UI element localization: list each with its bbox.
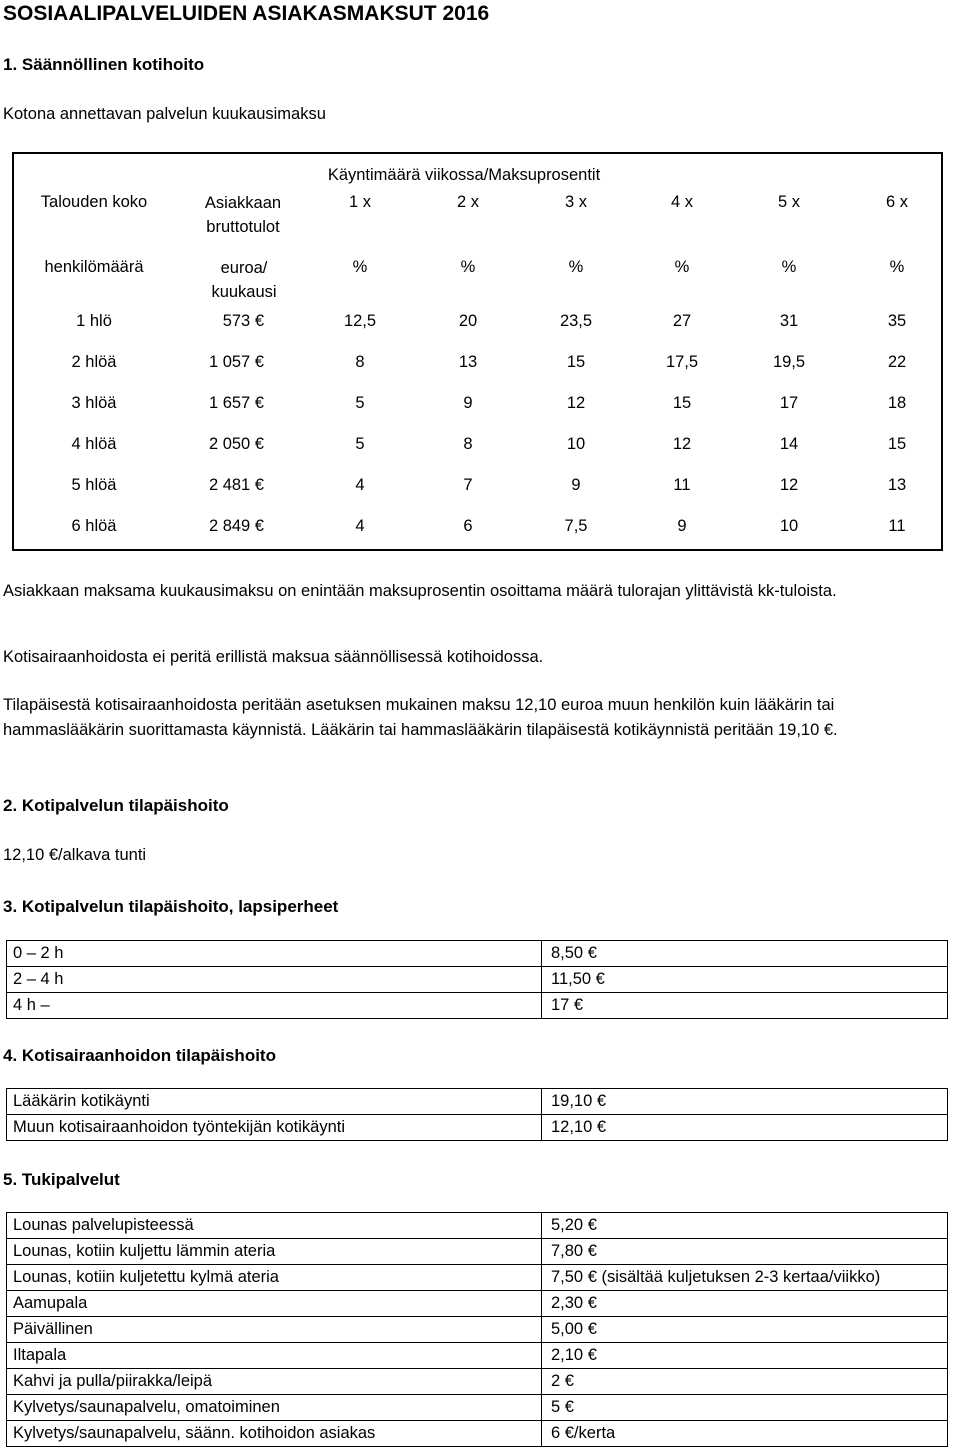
visits-header: Käyntimäärä viikossa/Maksuprosentit: [327, 166, 601, 184]
fee-value: 17 €: [542, 993, 948, 1019]
fee-row: [7, 1089, 948, 1115]
fee-row: [7, 1343, 948, 1369]
pct-cell: 4: [355, 517, 365, 535]
fee-row: [7, 1239, 948, 1265]
visits-col-header: 3 x: [564, 193, 587, 211]
household-cell: 1 hlö: [76, 312, 112, 330]
income-cell: 2 481 €: [208, 476, 264, 494]
fee-label: Päivällinen: [7, 1317, 542, 1343]
pct-cell: 12: [779, 476, 799, 494]
pct-cell: 8: [355, 353, 365, 371]
pct-cell: 11: [888, 517, 906, 535]
visits-col-header: 1 x: [348, 193, 371, 211]
unit-household: henkilömäärä: [44, 258, 144, 276]
household-cell: 3 hlöä: [71, 394, 117, 412]
unit-income: euroa/ kuukausi: [211, 259, 277, 301]
pct-cell: 9: [571, 476, 581, 494]
col-income-header: Asiakkaan bruttotulot: [204, 194, 282, 236]
household-cell: 6 hlöä: [71, 517, 117, 535]
pct-cell: 17,5: [665, 353, 699, 371]
children-fee-table: [6, 940, 948, 1019]
pct-cell: 22: [887, 353, 907, 371]
pct-cell: 5: [355, 435, 365, 453]
pct-cell: 5: [355, 394, 365, 412]
pct-cell: 4: [355, 476, 365, 494]
support-services-table: [6, 1212, 948, 1447]
section-1-subheading: Kotona annettavan palvelun kuukausimaksu: [3, 105, 326, 123]
pct-cell: 15: [672, 394, 692, 412]
visits-col-header: 5 x: [777, 193, 800, 211]
unit-pct-cell: %: [781, 258, 797, 276]
col-household-header: Talouden koko: [40, 193, 148, 211]
pct-cell: 6: [463, 517, 473, 535]
section-4-heading: 4. Kotisairaanhoidon tilapäishoito: [3, 1046, 276, 1065]
fee-label: Kylvetys/saunapalvelu, omatoiminen: [7, 1395, 542, 1421]
fee-row: [7, 1421, 948, 1447]
fee-row: [7, 967, 948, 993]
fee-value: 5,00 €: [542, 1317, 948, 1343]
fee-label: Lounas palvelupisteessä: [7, 1213, 542, 1239]
pct-cell: 20: [458, 312, 478, 330]
fee-value: 12,10 €: [542, 1115, 948, 1141]
fee-value: 2,10 €: [542, 1343, 948, 1369]
fee-value: 11,50 €: [542, 967, 948, 993]
fee-label: 4 h –: [7, 993, 542, 1019]
income-cell: 573 €: [222, 312, 264, 330]
pct-cell: 7: [463, 476, 473, 494]
fee-label: 2 – 4 h: [7, 967, 542, 993]
pct-cell: 15: [887, 435, 907, 453]
unit-pct-cell: %: [568, 258, 584, 276]
fee-label: 0 – 2 h: [7, 941, 542, 967]
section-2-heading: 2. Kotipalvelun tilapäishoito: [3, 796, 229, 815]
pct-cell: 10: [566, 435, 586, 453]
household-cell: 4 hlöä: [71, 435, 117, 453]
fee-value: 7,50 € (sisältää kuljetuksen 2-3 kertaa/viikko): [542, 1265, 948, 1291]
section-1-para-1: Asiakkaan maksama kuukausimaksu on enintään maksuprosentin osoittama määrä tulorajan ylittävistä kk-tuloista.: [3, 582, 837, 600]
pct-cell: 17: [779, 394, 799, 412]
page-title: SOSIAALIPALVELUIDEN ASIAKASMAKSUT 2016: [3, 2, 490, 25]
fee-label: Kahvi ja pulla/piirakka/leipä: [7, 1369, 542, 1395]
fee-value: 8,50 €: [542, 941, 948, 967]
fee-row: [7, 1291, 948, 1317]
unit-pct-cell: %: [889, 258, 905, 276]
visits-col-header: 6 x: [885, 193, 908, 211]
pct-cell: 11: [673, 476, 691, 494]
pct-cell: 15: [566, 353, 586, 371]
section-1-heading: 1. Säännöllinen kotihoito: [3, 55, 205, 74]
fee-row: [7, 993, 948, 1019]
fee-value: 19,10 €: [542, 1089, 948, 1115]
fee-row: [7, 1213, 948, 1239]
fee-row: [7, 1369, 948, 1395]
fee-label: Iltapala: [7, 1343, 542, 1369]
unit-pct-cell: %: [460, 258, 476, 276]
fee-label: Aamupala: [7, 1291, 542, 1317]
fee-value: 2,30 €: [542, 1291, 948, 1317]
fee-label: Lounas, kotiin kuljettu lämmin ateria: [7, 1239, 542, 1265]
section-1-para-2: Kotisairaanhoidosta ei peritä erillistä maksua säännöllisessä kotihoidossa.: [3, 648, 544, 666]
income-cell: 2 849 €: [208, 517, 264, 535]
fee-table: [12, 152, 943, 551]
income-cell: 2 050 €: [208, 435, 264, 453]
section-3-heading: 3. Kotipalvelun tilapäishoito, lapsiperheet: [3, 897, 339, 916]
home-nursing-fee-table: [6, 1088, 948, 1141]
household-cell: 5 hlöä: [71, 476, 117, 494]
pct-cell: 23,5: [559, 312, 593, 330]
fee-row: [7, 1115, 948, 1141]
pct-cell: 27: [672, 312, 692, 330]
unit-pct-cell: %: [352, 258, 368, 276]
fee-value: 5 €: [542, 1395, 948, 1421]
income-cell: 1 057 €: [208, 353, 264, 371]
fee-row: [7, 1395, 948, 1421]
section-1-para-3: Tilapäisestä kotisairaanhoidosta peritään asetuksen mukainen maksu 12,10 euroa muun henkilön kuin lääkärin tai hammaslääkärin suorittamasta käynnistä. Lääkärin tai hammaslääkärin tilapäisestä kotikäynnistä peritään 19,10 €.: [3, 696, 838, 739]
pct-cell: 9: [463, 394, 473, 412]
pct-cell: 12,5: [343, 312, 377, 330]
pct-cell: 12: [566, 394, 586, 412]
pct-cell: 18: [887, 394, 907, 412]
pct-cell: 31: [779, 312, 799, 330]
fee-value: 7,80 €: [542, 1239, 948, 1265]
fee-row: [7, 1265, 948, 1291]
pct-cell: 12: [672, 435, 692, 453]
visits-col-header: 4 x: [670, 193, 693, 211]
fee-value: 6 €/kerta: [542, 1421, 948, 1447]
pct-cell: 35: [887, 312, 907, 330]
fee-label: Lääkärin kotikäynti: [7, 1089, 542, 1115]
fee-label: Lounas, kotiin kuljetettu kylmä ateria: [7, 1265, 542, 1291]
household-cell: 2 hlöä: [71, 353, 117, 371]
fee-row: [7, 1317, 948, 1343]
fee-value: 2 €: [542, 1369, 948, 1395]
pct-cell: 13: [458, 353, 478, 371]
pct-cell: 7,5: [564, 517, 588, 535]
pct-cell: 9: [677, 517, 687, 535]
fee-row: [7, 941, 948, 967]
pct-cell: 10: [779, 517, 799, 535]
section-2-text: 12,10 €/alkava tunti: [3, 846, 147, 864]
pct-cell: 8: [463, 435, 473, 453]
fee-label: Muun kotisairaanhoidon työntekijän kotikäynti: [7, 1115, 542, 1141]
pct-cell: 19,5: [772, 353, 806, 371]
pct-cell: 13: [887, 476, 907, 494]
section-5-heading: 5. Tukipalvelut: [3, 1170, 120, 1189]
pct-cell: 14: [779, 435, 799, 453]
fee-value: 5,20 €: [542, 1213, 948, 1239]
visits-col-header: 2 x: [456, 193, 479, 211]
fee-label: Kylvetys/saunapalvelu, säänn. kotihoidon asiakas: [7, 1421, 542, 1447]
income-cell: 1 657 €: [208, 394, 264, 412]
unit-pct-cell: %: [674, 258, 690, 276]
